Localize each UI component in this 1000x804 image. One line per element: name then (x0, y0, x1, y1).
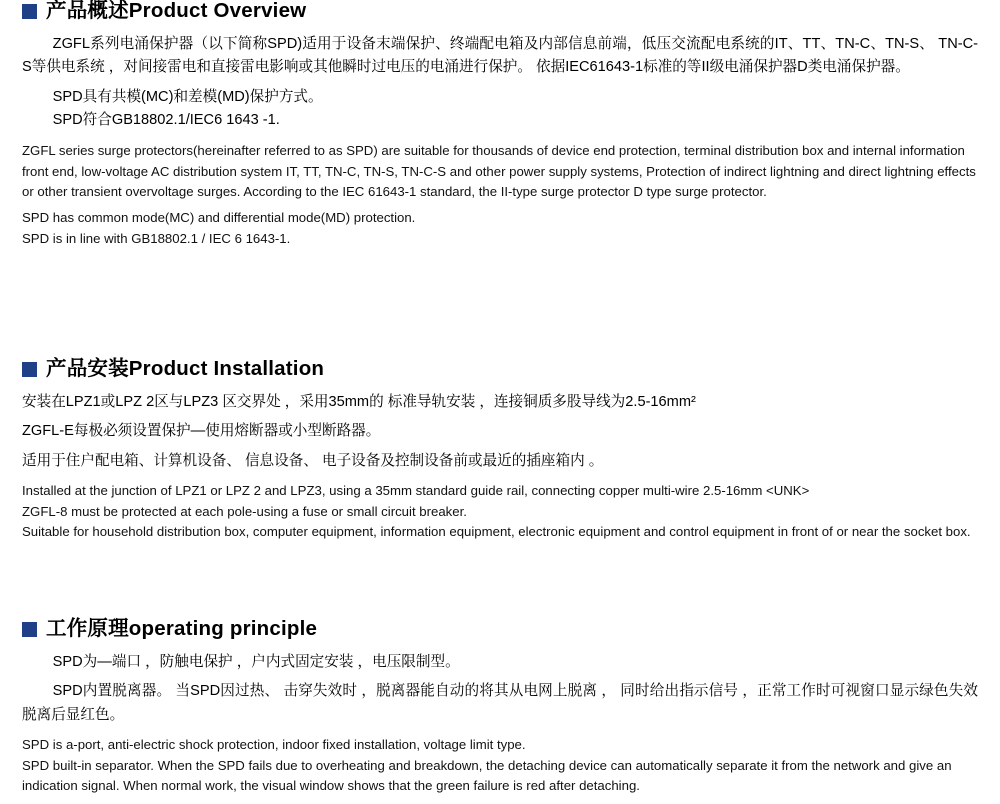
chinese-body (22, 33, 978, 134)
paragraph: SPD has common mode(MC) and differential mode(MD) protection. (22, 210, 416, 226)
paragraph: ZGFL系列电涌保护器（以下简称SPD)适用于设备末端保护、终端配电箱及内部信息前端，低压交流配电系统的IT、TT、TN-C、TN-S、 TN-C-S等供电系统 ，对间接雷电和直接雷电影响或其他瞬时过电压的电涌进行保护。 依据IEC61643-1标准的等II级电涌保护器D类电涌保护器。 (22, 35, 978, 76)
paragraph: SPD为—端口 ，防触电保护 ，户内式固定安装 ，电压限制型。 (52, 653, 460, 670)
section-operating-principle (0, 618, 1000, 797)
section-heading (22, 358, 978, 381)
chinese-body (22, 651, 978, 728)
square-marker-icon (22, 362, 37, 377)
english-body (22, 735, 978, 796)
section-product-overview (0, 0, 1000, 249)
english-body (22, 481, 978, 542)
section-title: 产品概述Product Overview (46, 0, 307, 22)
square-marker-icon (22, 622, 37, 637)
paragraph: SPD符合GB18802.1/IEC6 1643 -1. (52, 112, 280, 129)
paragraph: ZGFL series surge protectors(hereinafter referred to as SPD) are suitable for thousands of device end protection, terminal distribution box and internal information front end, low-voltage AC distribution system IT, TT, TN-C, TN-S, TN-C-S and other power supply systems, Protection of indirect lightning and direct lightning effects or other transient overvoltage surges. According to the IEC 61643-1 standard, the II-type surge protector D type surge protector. (22, 143, 976, 200)
section-product-installation (0, 358, 1000, 543)
paragraph: SPD具有共模(MC)和差模(MD)保护方式。 (52, 88, 323, 105)
paragraph: SPD built-in separator. When the SPD fails due to overheating and breakdown, the detaching device can automatically separate it from the network and give an indication signal. When normal work, the visual window shows that the green failure is red after detaching. (22, 757, 952, 794)
paragraph: SPD内置脱离器。 当SPD因过热、 击穿失效时 ，脱离器能自动的将其从电网上脱离 ， 同时给出指示信号 ，正常工作时可视窗口显示绿色失效脱离后显红色。 (22, 683, 978, 723)
section-heading (22, 0, 978, 23)
paragraph: 安装在LPZ1或LPZ 2区与LPZ3 区交界处 ，采用35mm的 标准导轨安装 ，连接铜质多股导线为2.5-16mm² (22, 393, 696, 410)
paragraph: SPD is a-port, anti-electric shock protection, indoor fixed installation, voltage limit type. (22, 737, 526, 753)
square-marker-icon (22, 4, 37, 19)
section-title: 工作原理operating principle (46, 617, 318, 640)
section-title: 产品安装Product Installation (46, 357, 325, 380)
paragraph: ZGFL-8 must be protected at each pole-using a fuse or small circuit breaker. (22, 503, 467, 519)
paragraph: Suitable for household distribution box, computer equipment, information equipment, electronic equipment and control equipment in front of or near the socket box. (22, 524, 971, 540)
section-heading (22, 618, 978, 641)
paragraph: Installed at the junction of LPZ1 or LPZ 2 and LPZ3, using a 35mm standard guide rail, connecting copper multi-wire 2.5-16mm <UNK> (22, 483, 810, 499)
paragraph: 适用于住户配电箱、计算机设备、 信息设备、 电子设备及控制设备前或最近的插座箱内 。 (22, 452, 604, 469)
paragraph: ZGFL-E每极必须设置保护—使用熔断器或小型断路器。 (22, 423, 381, 440)
english-body (22, 141, 978, 249)
paragraph: SPD is in line with GB18802.1 / IEC 6 1643-1. (22, 230, 291, 246)
chinese-body (22, 391, 978, 474)
